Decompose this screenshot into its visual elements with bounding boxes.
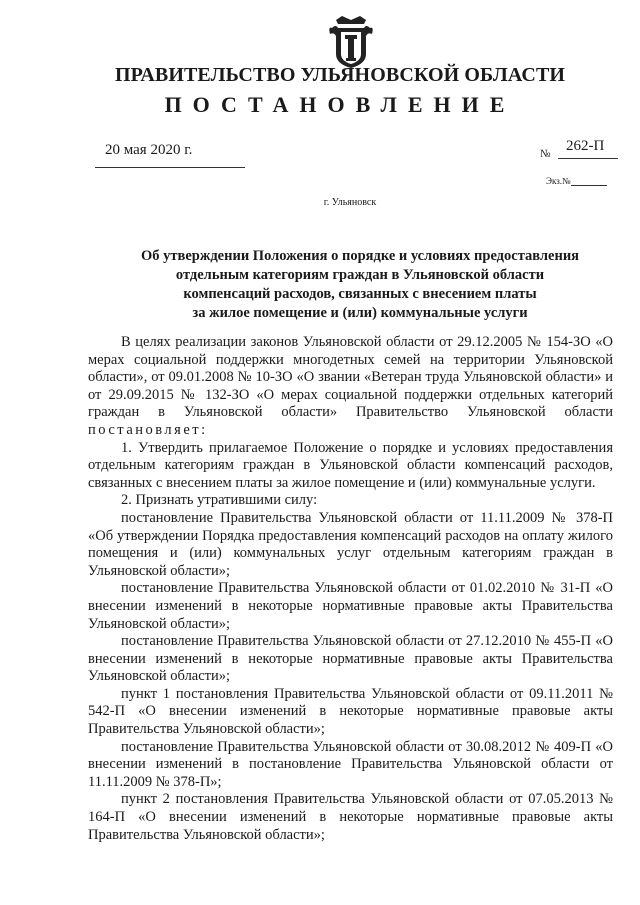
subject-line: за жилое помещение и (или) коммунальные услуги	[192, 305, 528, 321]
body-paragraph: пункт 1 постановления Правительства Ульяновской области от 09.11.2011 № 542-П «О внесении изменений в некоторые нормативные правовые акты Правительства Ульяновской области»;	[88, 685, 613, 738]
copy-number-block	[546, 176, 616, 186]
document-body	[88, 334, 613, 844]
coat-of-arms-icon	[326, 14, 376, 70]
copy-underline	[571, 185, 607, 186]
date-block	[95, 142, 255, 168]
body-paragraph: пункт 2 постановления Правительства Ульяновской области от 07.05.2013 № 164-П «О внесении изменений в некоторые нормативные правовые акты Правительства Ульяновской области»;	[88, 791, 613, 843]
body-paragraph: постановление Правительства Ульяновской области от 27.12.2010 № 455-П «О внесении изменений в некоторые нормативные правовые акты Правительства Ульяновской области»;	[88, 633, 613, 685]
document-date: 20 мая 2020 г.	[105, 142, 193, 158]
body-paragraph: 2. Признать утратившими силу:	[121, 492, 318, 509]
body-paragraph	[88, 334, 613, 440]
document-number: 262-П	[566, 138, 605, 154]
subject-line: Об утверждении Положения о порядке и условиях предоставления	[140, 248, 580, 264]
city: г. Ульяновск	[323, 197, 377, 208]
decree-word: постановляет:	[88, 421, 208, 438]
document-type: ПОСТАНОВЛЕНИЕ	[164, 92, 516, 117]
government-title: ПРАВИТЕЛЬСТВО УЛЬЯНОВСКОЙ ОБЛАСТИ	[114, 64, 566, 86]
subject-line: отдельным категориям граждан в Ульяновской области	[175, 267, 545, 283]
body-paragraph: постановление Правительства Ульяновской области от 11.11.2009 № 378-П «Об утверждении Порядка предоставления компенсаций расходов на оплату жилого помещения и (или) коммунальных услуг отдельным категориям граждан в Ульяновской области»;	[88, 509, 613, 579]
subject-line: компенсаций расходов, связанных с внесением платы	[183, 286, 537, 302]
body-paragraph: 1. Утвердить прилагаемое Положение о порядке и условиях предоставления отдельным категориям граждан в Ульяновской области компенсаций расходов, связанных с внесением платы за жилое помещение и (или) коммунальные услуги.	[88, 439, 613, 491]
body-paragraph: постановление Правительства Ульяновской области от 01.02.2010 № 31-П «О внесении изменений в некоторые нормативные правовые акты Правительства Ульяновской области»;	[88, 580, 613, 632]
paragraph-text: В целях реализации законов Ульяновской области от 29.12.2005 № 154-ЗО «О мерах социальной поддержки многодетных семей на территории Ульяновской области», от 09.01.2008 № 10-ЗО «О звании «Ветеран труда Ульяновской области» и от 29.09.2015 № 132-ЗО «О мерах социальной поддержки отдельных категорий граждан в Ульяновской области» Правительство Ульяновской области	[88, 334, 613, 421]
date-underline	[95, 167, 245, 168]
copy-label: Экз.№	[546, 176, 571, 186]
body-paragraph: постановление Правительства Ульяновской области от 30.08.2012 № 409-П «О внесении изменений в постановление Правительства Ульяновской области от 11.11.2009 № 378-П»;	[88, 738, 613, 790]
number-label: №	[540, 148, 551, 160]
document-subject	[110, 247, 610, 323]
number-underline	[558, 158, 618, 159]
